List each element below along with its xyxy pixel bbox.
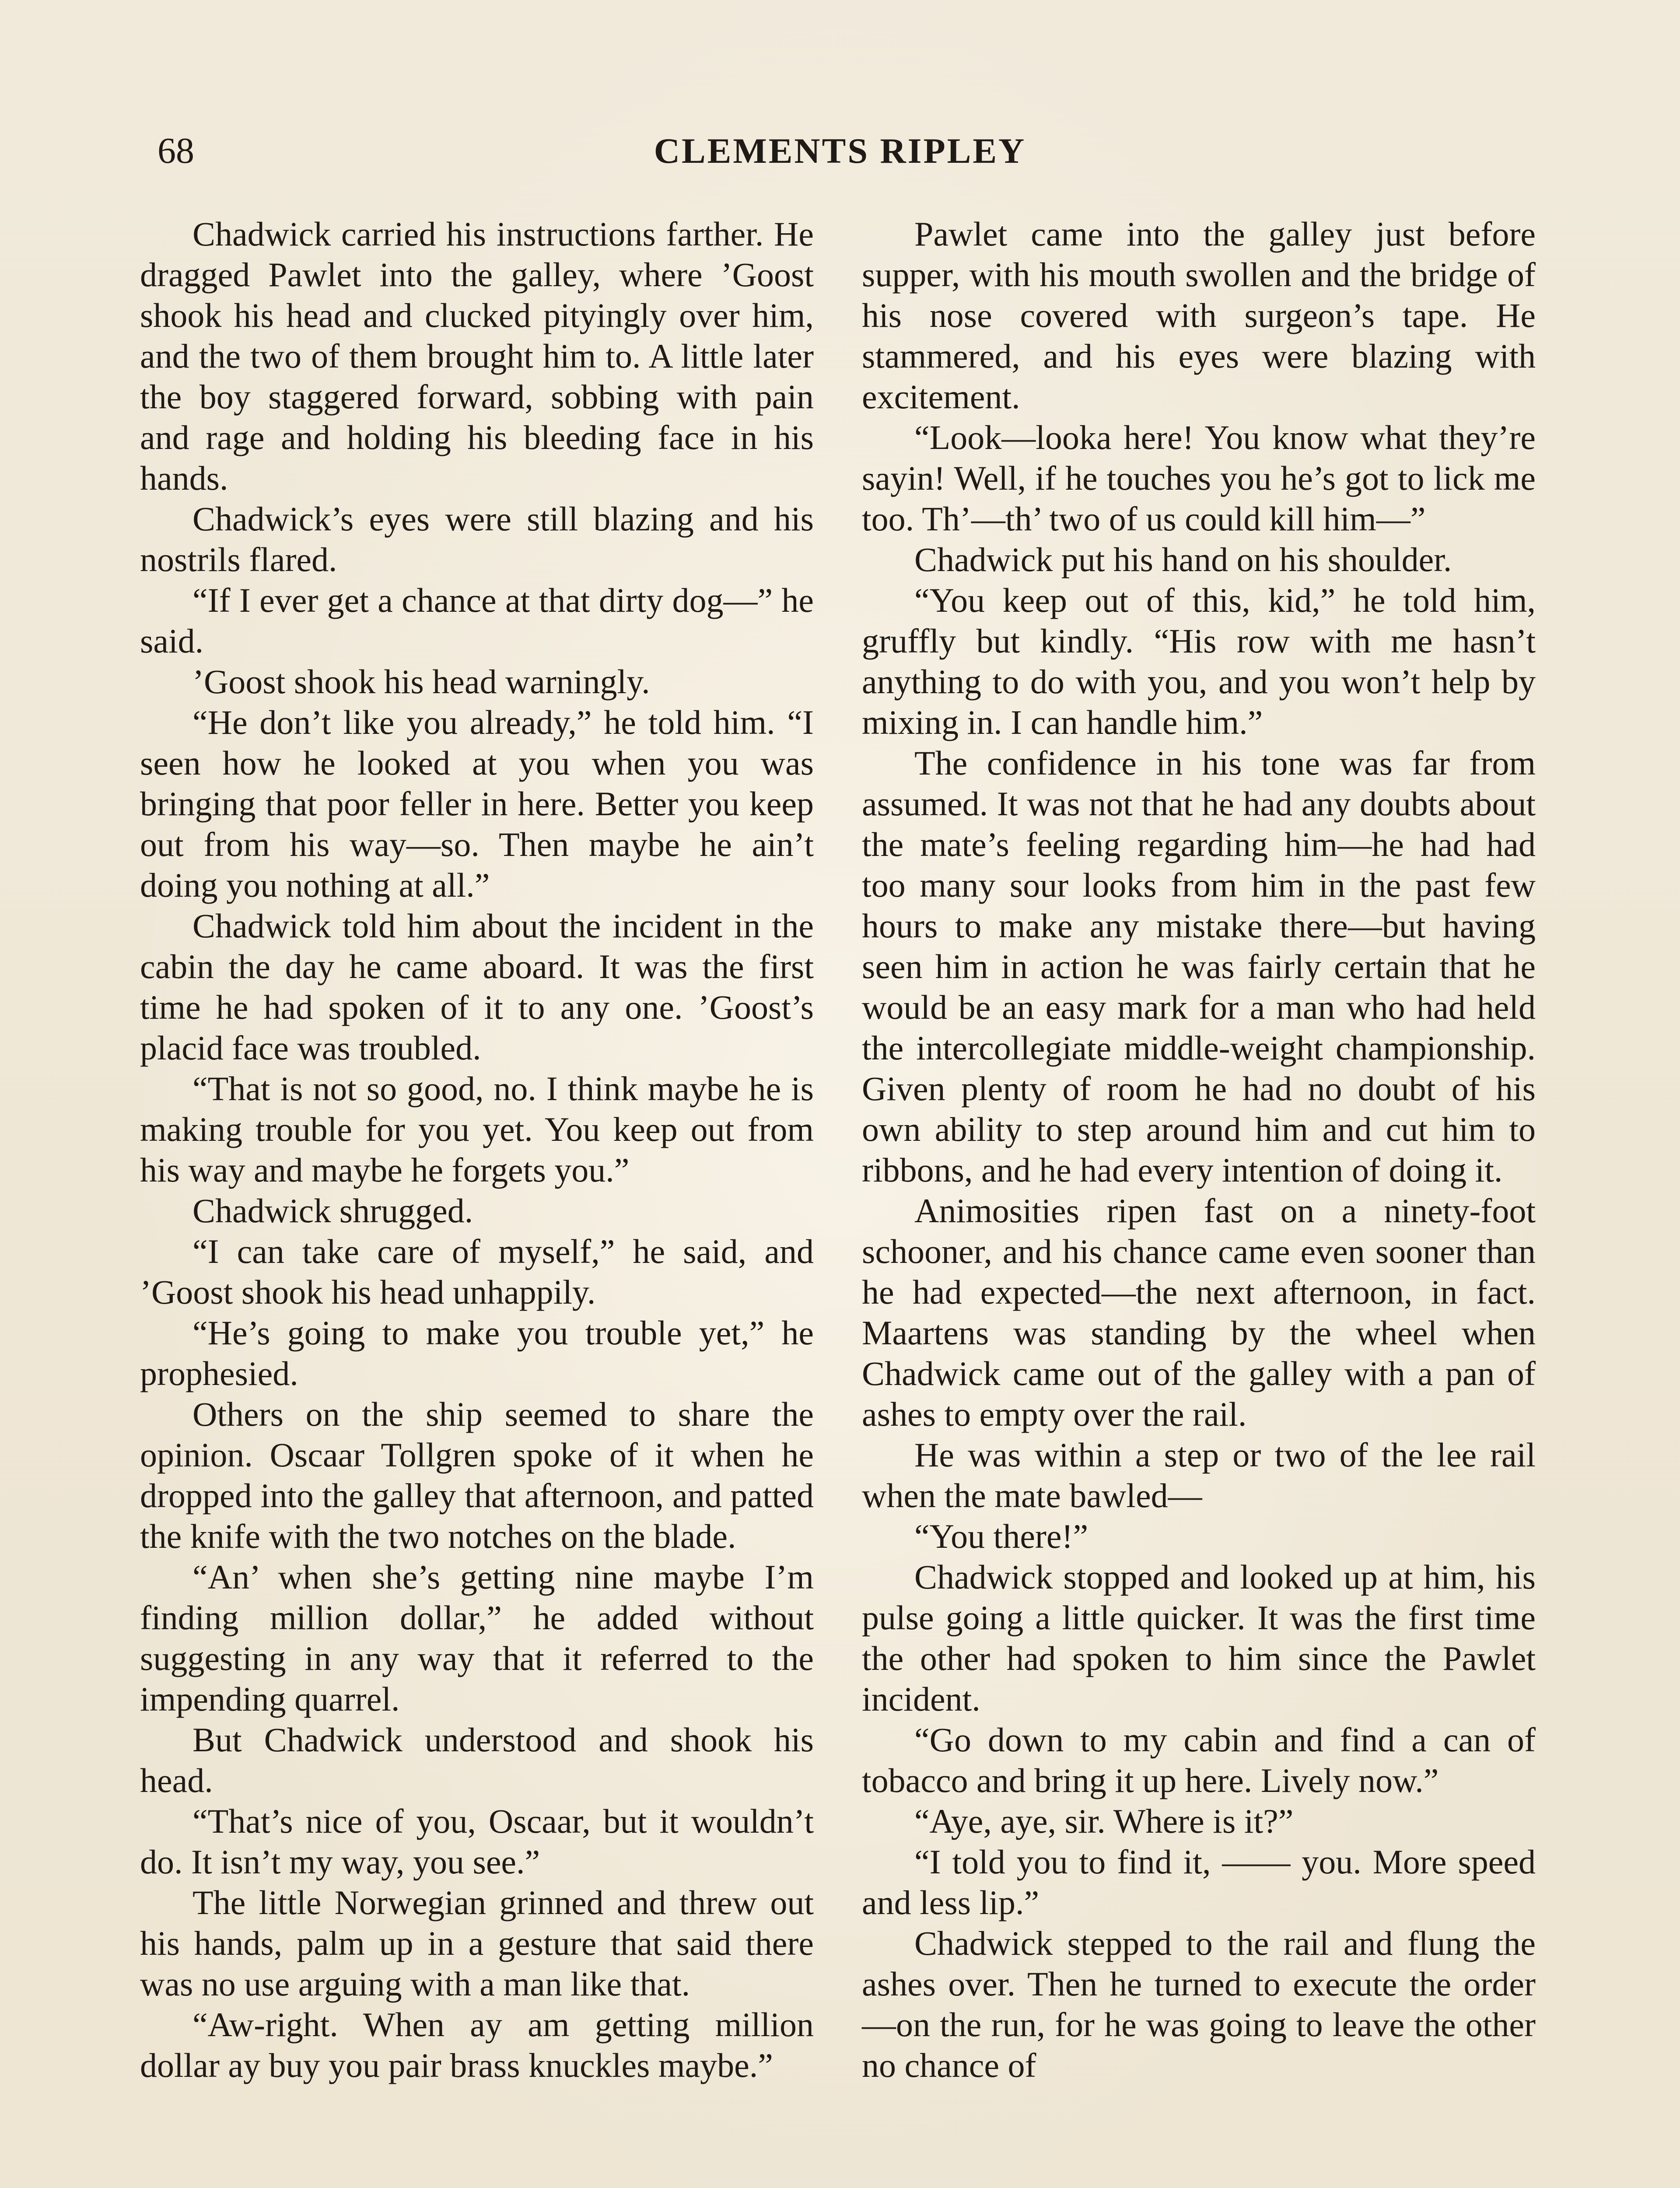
paragraph: “You there!” xyxy=(914,1517,1088,1555)
paragraph: “That is not so good, no. I think maybe he is making trouble for you yet. You keep out from his way and maybe he forgets you.” xyxy=(140,1069,814,1189)
paragraph: Chadwick stepped to the rail and flung the ashes over. Then he turned to execute the order—on the run, for he was going to leave the other no chance of xyxy=(862,1924,1536,2084)
paragraph: Chadwick shrugged. xyxy=(192,1192,473,1230)
paragraph: “That’s nice of you, Oscaar, but it wouldn’t do. It isn’t my way, you see.” xyxy=(140,1802,814,1881)
paragraph: Chadwick carried his instructions farther. He dragged Pawlet into the galley, where ’Goost shook his head and clucked pityingly over him, and the two of them brought him to. A little later the boy staggered forward, sobbing with pain and rage and holding his bleeding face in his hands. xyxy=(140,215,814,497)
paragraph: ’Goost shook his head warningly. xyxy=(192,663,650,701)
paragraph: “Aw-right. When ay am getting million dollar ay buy you pair brass knuckles maybe.” xyxy=(140,2006,814,2084)
page-header xyxy=(144,125,1536,177)
right-column xyxy=(862,214,1536,2086)
paragraph: “An’ when she’s getting nine maybe I’m finding million dollar,” he added without suggesting in any way that it referred to the impending quarrel. xyxy=(140,1558,814,1718)
left-column xyxy=(140,214,814,2086)
paragraph: “Aye, aye, sir. Where is it?” xyxy=(914,1802,1294,1840)
paragraph: “Look—looka here! You know what they’re sayin! Well, if he touches you he’s got to lick me too. Th’—th’ two of us could kill him—” xyxy=(862,418,1536,538)
paragraph: Pawlet came into the galley just before supper, with his mouth swollen and the bridge of his nose covered with surgeon’s tape. He stammered, and his eyes were blazing with excitement. xyxy=(862,215,1536,416)
page-number: 68 xyxy=(158,130,194,171)
paragraph: “You keep out of this, kid,” he told him, gruffly but kindly. “His row with me hasn’t anything to do with you, and you won’t help by mixing in. I can handle him.” xyxy=(862,581,1536,741)
paragraph: Chadwick’s eyes were still blazing and his nostrils flared. xyxy=(140,500,814,579)
paragraph: The confidence in his tone was far from assumed. It was not that he had any doubts about the mate’s feeling regarding him—he had had too many sour looks from him in the past few hours to make any mistake there—but having seen him in action he was fairly certain that he would be an easy mark for a man who had held the intercollegiate middle-weight championship. Given plenty of room he had no doubt of his own ability to step around him and cut him to ribbons, and he had every intention of doing it. xyxy=(862,744,1536,1189)
paragraph: Animosities ripen fast on a ninety-foot schooner, and his chance came even sooner than he had expected—the next afternoon, in fact. Maartens was standing by the wheel when Chadwick came out of the galley with a pan of ashes to empty over the rail. xyxy=(862,1192,1536,1433)
paragraph: “I told you to find it, —— you. More speed and less lip.” xyxy=(862,1843,1536,1922)
paragraph: “He’s going to make you trouble yet,” he prophesied. xyxy=(140,1314,814,1392)
paragraph: “He don’t like you already,” he told him. “I seen how he looked at you when you was bringing that poor feller in here. Better you keep out from his way—so. Then maybe he ain’t doing you nothing at all.” xyxy=(140,703,814,904)
paragraph: “I can take care of myself,” he said, and ’Goost shook his head unhappily. xyxy=(140,1232,814,1311)
running-title: CLEMENTS RIPLEY xyxy=(654,131,1026,171)
paragraph: Others on the ship seemed to share the opinion. Oscaar Tollgren spoke of it when he dropped into the galley that afternoon, and patted the knife with the two notches on the blade. xyxy=(140,1395,814,1555)
paragraph: Chadwick put his hand on his shoulder. xyxy=(914,540,1452,579)
paragraph: The little Norwegian grinned and threw out his hands, palm up in a gesture that said there was no use arguing with a man like that. xyxy=(140,1883,814,2003)
paragraph: “Go down to my cabin and find a can of tobacco and bring it up here. Lively now.” xyxy=(862,1721,1536,1799)
paragraph: But Chadwick understood and shook his head. xyxy=(140,1721,814,1799)
paragraph: Chadwick stopped and looked up at him, his pulse going a little quicker. It was the first time the other had spoken to him since the Pawlet incident. xyxy=(862,1558,1536,1718)
paragraph: “If I ever get a chance at that dirty dog—” he said. xyxy=(140,581,814,660)
paragraph: He was within a step or two of the lee rail when the mate bawled— xyxy=(862,1436,1536,1515)
paragraph: Chadwick told him about the incident in the cabin the day he came aboard. It was the first time he had spoken of it to any one. ’Goost’s placid face was troubled. xyxy=(140,907,814,1067)
